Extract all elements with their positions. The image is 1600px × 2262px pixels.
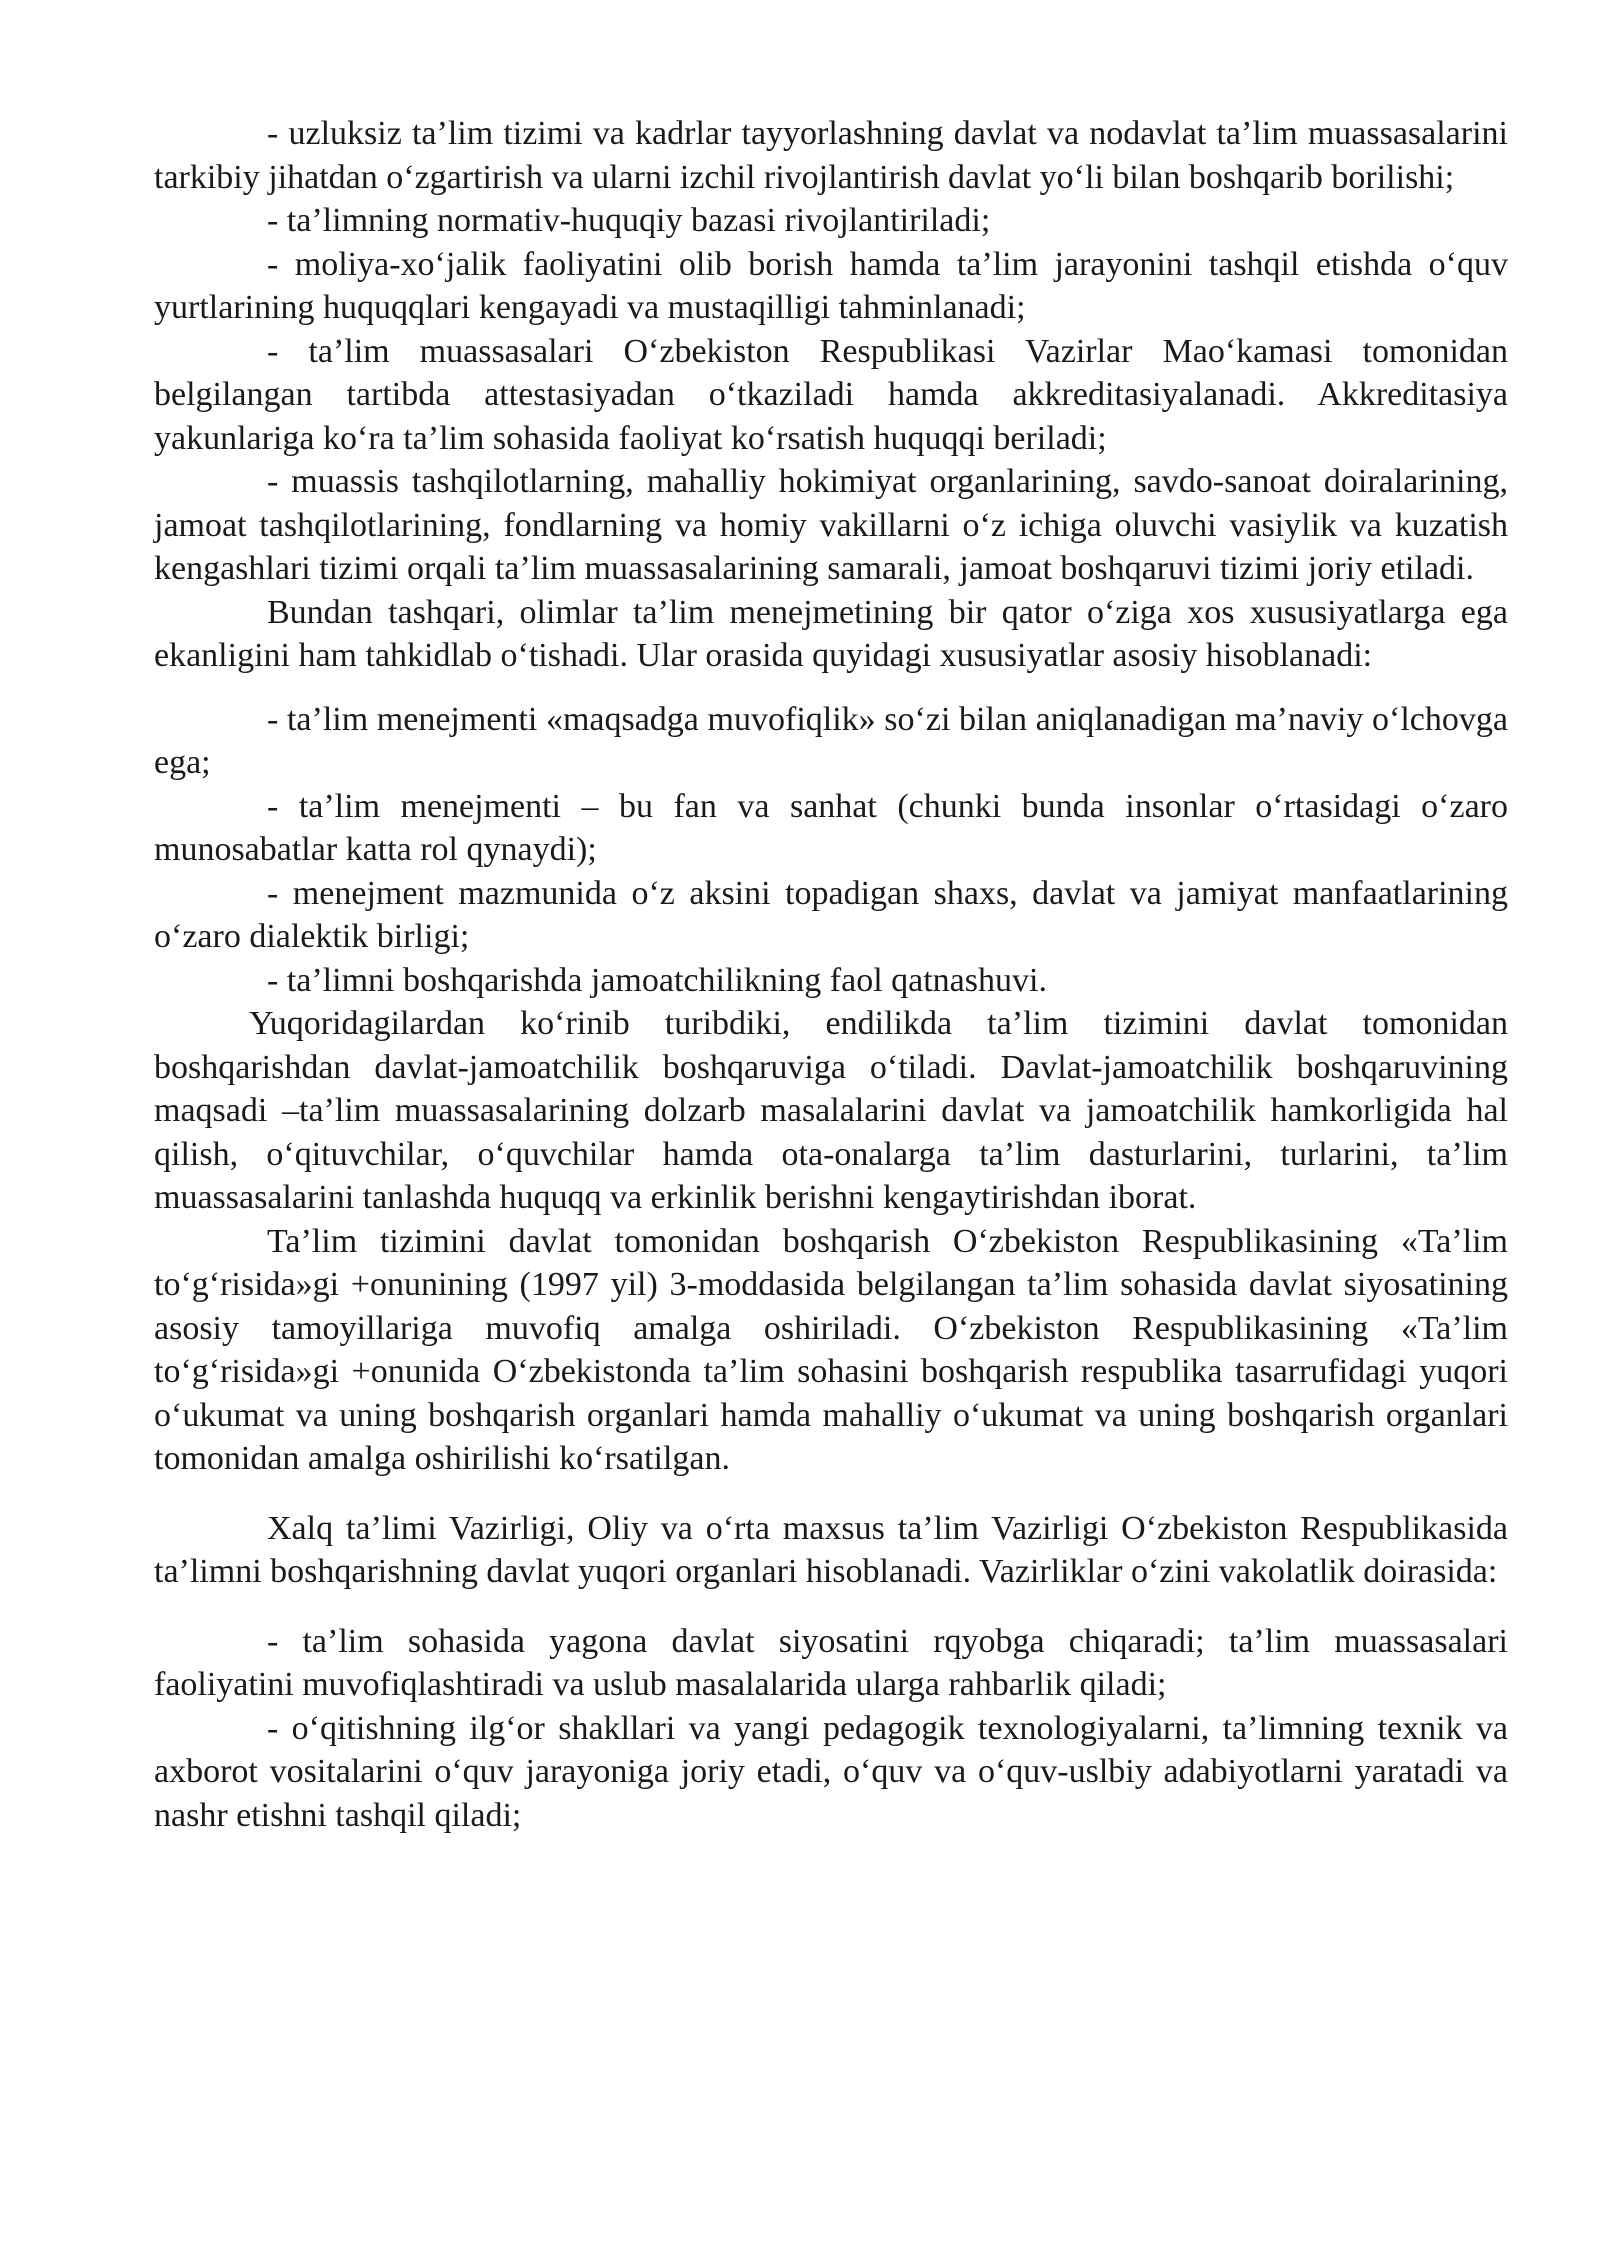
body-paragraph: Yuqoridagilardan ko‘rinib turibdiki, endilikda ta’lim tizimini davlat tomonidan boshqarishdan davlat-jamoatchilik boshqaruviga o‘tiladi. Davlat-jamoatchilik boshqaruvining maqsadi –ta’lim muassasalarining dolzarb masalalarini davlat va jamoatchilik hamkorligida hal qilish, o‘qituvchilar, o‘quvchilar hamda ota-onalarga ta’lim dasturlarini, turlarini, ta’lim muassasalarini tanlashda huquqq va erkinlik berishni kengaytirishdan iborat. <box>154 1005 1508 1216</box>
list-item: - muassis tashqilotlarning, mahalliy hokimiyat organlarining, savdo-sanoat doiralarining, jamoat tashqilotlarining, fondlarning va homiy vakillarni o‘z ichiga oluvchi vasiylik va kuzatish kengashlari tizimi orqali ta’lim muassasalarining samarali, jamoat boshqaruvi tizimi joriy etiladi. <box>154 463 1508 587</box>
list-item: - uzluksiz ta’lim tizimi va kadrlar tayyorlashning davlat va nodavlat ta’lim muassasalarini tarkibiy jihatdan o‘zgartirish va ularni izchil rivojlantirish davlat yo‘li bilan boshqarib borilishi; <box>154 115 1508 196</box>
list-item: - menejment mazmunida o‘z aksini topadigan shaxs, davlat va jamiyat manfaatlarining o‘zaro dialektik birligi; <box>154 874 1508 955</box>
list-item: - ta’lim menejmenti – bu fan va sanhat (chunki bunda insonlar o‘rtasidagi o‘zaro munosabatlar katta rol qynaydi); <box>154 787 1508 868</box>
document-page <box>154 112 1508 1837</box>
list-item: - ta’limning normativ-huquqiy bazasi rivojlantiriladi; <box>267 202 991 239</box>
list-item: - ta’lim sohasida yagona davlat siyosatini rqyobga chiqaradi; ta’lim muassasalari faoliyatini muvofiqlashtiradi va uslub masalalarida ularga rahbarlik qiladi; <box>154 1622 1508 1703</box>
list-item: - moliya-xo‘jalik faoliyatini olib borish hamda ta’lim jarayonini tashqil etishda o‘quv yurtlarining huquqqlari kengayadi va mustaqilligi tahminlanadi; <box>154 245 1508 326</box>
list-item: - o‘qitishning ilg‘or shakllari va yangi pedagogik texnologiyalarni, ta’limning texnik va axborot vositalarini o‘quv jarayoniga joriy etadi, o‘quv va o‘quv-uslbiy adabiyotlarni yaratadi va nashr etishni tashqil qiladi; <box>154 1709 1508 1834</box>
body-paragraph: Bundan tashqari, olimlar ta’lim menejmetining bir qator o‘ziga xos xususiyatlarga ega ekanligini ham tahkidlab o‘tishadi. Ular orasida quyidagi xususiyatlar asosiy hisoblanadi: <box>154 593 1508 674</box>
body-paragraph: Xalq ta’limi Vazirligi, Oliy va o‘rta maxsus ta’lim Vazirligi O‘zbekiston Respublikasida ta’limni boshqarishning davlat yuqori organlari hisoblanadi. Vazirliklar o‘zini vakolatlik doirasida: <box>154 1509 1508 1590</box>
list-item: - ta’limni boshqarishda jamoatchilikning faol qatnashuvi. <box>267 961 1047 999</box>
list-item: - ta’lim menejmenti «maqsadga muvofiqlik» so‘zi bilan aniqlanadigan ma’naviy o‘lchovga ega; <box>154 700 1508 781</box>
body-paragraph: Ta’lim tizimini davlat tomonidan boshqarish O‘zbekiston Respublikasining «Ta’lim to‘g‘risida»gi +onunining (1997 yil) 3-moddasida belgilangan ta’lim sohasida davlat siyosatining asosiy tamoyillariga muvofiq amalga oshiriladi. O‘zbekiston Respublikasining «Ta’lim to‘g‘risida»gi +onunida O‘zbekistonda ta’lim sohasini boshqarish respublika tasarrufidagi yuqori o‘ukumat va uning boshqarish organlari hamda mahalliy o‘ukumat va uning boshqarish organlari tomonidan amalga oshirilishi ko‘rsatilgan. <box>154 1222 1508 1477</box>
list-item: - ta’lim muassasalari O‘zbekiston Respublikasi Vazirlar Mao‘kamasi tomonidan belgilangan tartibda attestasiyadan o‘tkaziladi hamda akkreditasiyalanadi. Akkreditasiya yakunlariga ko‘ra ta’lim sohasida faoliyat ko‘rsatish huquqqi beriladi; <box>154 332 1508 457</box>
